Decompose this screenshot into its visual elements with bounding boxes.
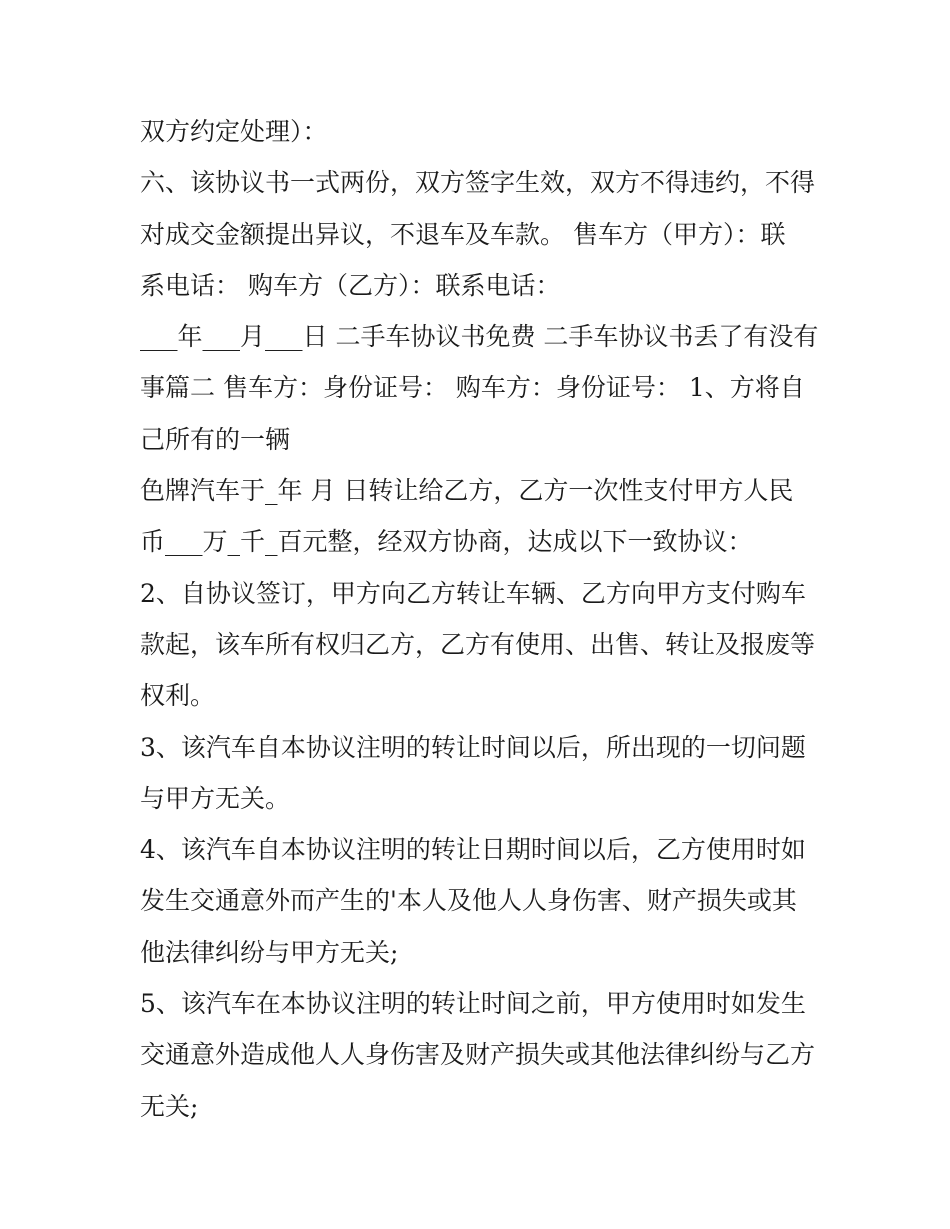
text-line-14: 与甲方无关。 bbox=[140, 783, 291, 813]
text-line-15: 4、该汽车自本协议注明的转让日期时间以后，乙方使用时如 bbox=[140, 835, 806, 865]
text-line-9: 币___万_千_百元整，经双方协商，达成以下一致协议： bbox=[140, 527, 753, 557]
document-body bbox=[140, 106, 820, 1132]
text-line-8: 色牌汽车于_年 月 日转让给乙方，乙方一次性支付甲方人民 bbox=[140, 476, 794, 506]
text-line-6: 事篇二 售车方：身份证号： 购车方：身份证号： 1、方将自 bbox=[140, 373, 805, 403]
text-line-7: 己所有的一辆 bbox=[140, 424, 291, 454]
text-line-13: 3、该汽车自本协议注明的转让时间以后，所出现的一切问题 bbox=[140, 732, 806, 762]
text-line-5: ___年___月___日 二手车协议书免费 二手车协议书丢了有没有 bbox=[140, 322, 819, 352]
text-line-17: 他法律纠纷与甲方无关; bbox=[140, 937, 399, 967]
text-line-11: 款起，该车所有权归乙方，乙方有使用、出售、转让及报废等 bbox=[140, 629, 816, 659]
text-line-4: 系电话： 购车方（乙方）：联系电话： bbox=[140, 270, 561, 300]
text-line-20: 无关; bbox=[140, 1091, 199, 1121]
text-line-19: 交通意外造成他人人身伤害及财产损失或其他法律纠纷与乙方 bbox=[140, 1040, 816, 1070]
text-line-10: 2、自协议签订，甲方向乙方转让车辆、乙方向甲方支付购车 bbox=[140, 578, 806, 608]
text-line-18: 5、该汽车在本协议注明的转让时间之前，甲方使用时如发生 bbox=[140, 989, 806, 1019]
text-line-12: 权利。 bbox=[140, 681, 216, 711]
text-line-16: 发生交通意外而产生的'本人及他人人身伤害、财产损失或其 bbox=[140, 886, 797, 916]
text-line-2: 六、该协议书一式两份，双方签字生效，双方不得违约，不得 bbox=[140, 168, 816, 198]
text-line-1: 双方约定处理）： bbox=[140, 117, 328, 146]
text-line-3: 对成交金额提出异议，不退车及车款。 售车方（甲方）：联 bbox=[140, 219, 786, 249]
